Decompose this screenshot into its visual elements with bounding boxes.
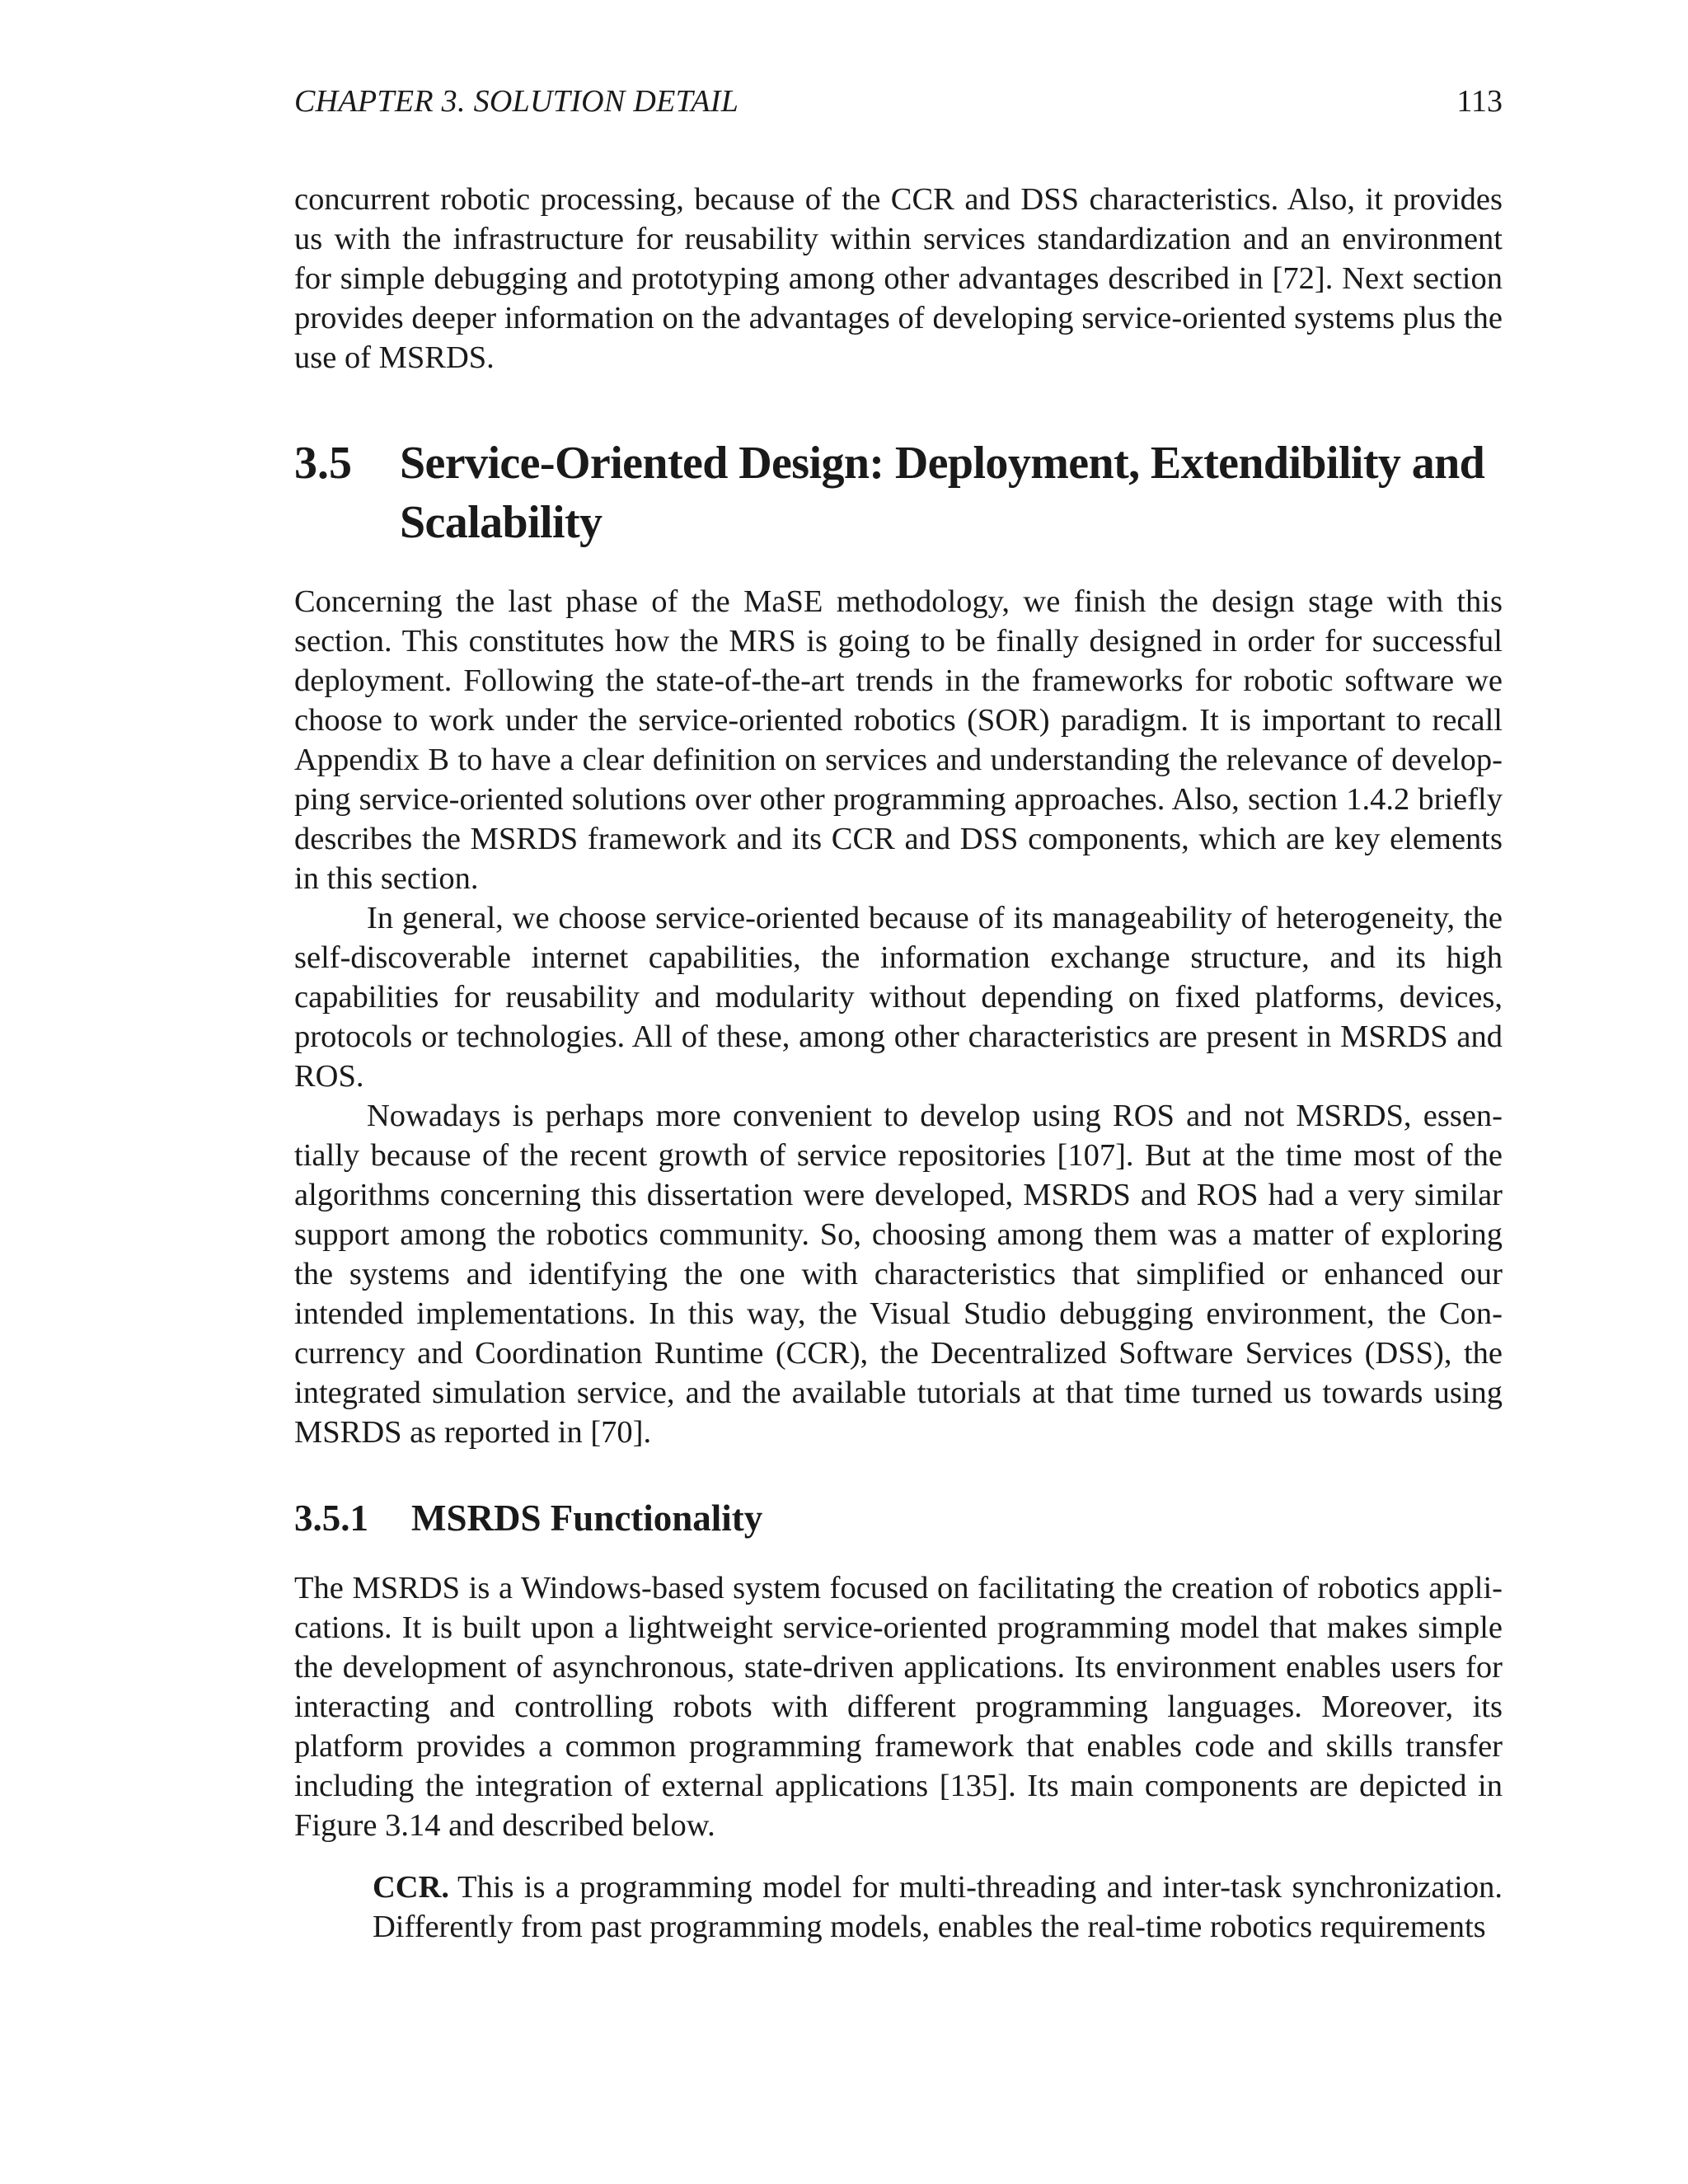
subsection-number: 3.5.1 bbox=[294, 1497, 368, 1539]
chapter-title: CHAPTER 3. SOLUTION DETAIL bbox=[294, 84, 739, 119]
subsection-heading bbox=[294, 1493, 762, 1543]
subsection-paragraph: The MSRDS is a Windows-based system focused on facilitating the creation of robotics applications. It is built upon a lightweight service-oriented programming model that makes simple the development of asynchronous, state-driven applications. Its environment enables users for interacting and controlling robots with different programming languages. Moreover, its platform provides a common programming framework that enables code and skills transfer including the integration of external applications [135]. Its main components are depicted in Figure 3.14 and described below. bbox=[294, 1571, 1503, 1843]
intro-paragraph: concurrent robotic processing, because of the CCR and DSS characteristics. Also, it provides us with the infrastructure for reusability within services standardization and an environment for simple debugging and prototyping among other advantages described in [72]. Next section provides deeper information on the advantages of developing service-oriented systems plus the use of MSRDS. bbox=[294, 182, 1503, 375]
section-paragraph: In general, we choose service-oriented because of its manageability of heterogeneity, the self-discoverable internet capabilities, the information exchange structure, and its high capabilities for reusability and modularity without depending on fixed platforms, devices, protocols or technologies. All of these, among other characteristics are present in MSRDS and ROS. bbox=[294, 901, 1503, 1094]
section-paragraph: Concerning the last phase of the MaSE methodology, we finish the design stage with this section. This constitutes how the MRS is going to be finally designed in order for successful deployment. Following the state-of-the-art trends in the frameworks for robotic software we choose to work under the service-oriented robotics (SOR) paradigm. It is important to recall Appendix B to have a clear definition on services and understanding the relevance of developping service-oriented solutions over other programming approaches. Also, section 1.4.2 briefly describes the MSRDS framework and its CCR and DSS components, which are key elements in this section. bbox=[294, 584, 1503, 896]
description-text: This is a programming model for multi-threading and inter-task synchronization. Differently from past programming models, enables the real-time robotics requirements bbox=[373, 1870, 1503, 1944]
section-title: Service-Oriented Design: Deployment, Extendibility and Scalability bbox=[400, 438, 1485, 548]
page-number: 113 bbox=[1456, 84, 1503, 119]
section-heading bbox=[294, 434, 1531, 552]
section-paragraph: Nowadays is perhaps more convenient to develop using ROS and not MSRDS, essentially because of the recent growth of service repositories [107]. But at the time most of the algorithms concerning this dissertation were developed, MSRDS and ROS had a very similar support among the robotics community. So, choosing among them was a matter of exploring the systems and identifying the one with characteristics that simplified or enhanced our intended implementations. In this way, the Visual Studio debugging environment, the Concurrency and Coordination Runtime (CCR), the Decentralized Software Services (DSS), the integrated simulation service, and the available tutorials at that time turned us towards using MSRDS as reported in [70]. bbox=[294, 1099, 1503, 1450]
subsection-title: MSRDS Functionality bbox=[411, 1497, 763, 1539]
intro-paragraph-block bbox=[294, 180, 1503, 377]
section-number: 3.5 bbox=[294, 438, 352, 489]
running-header bbox=[294, 81, 1503, 122]
subsection-body bbox=[294, 1568, 1503, 1845]
description-item-ccr bbox=[373, 1868, 1503, 1947]
description-term: CCR. bbox=[373, 1870, 450, 1905]
section-body bbox=[294, 582, 1503, 1452]
